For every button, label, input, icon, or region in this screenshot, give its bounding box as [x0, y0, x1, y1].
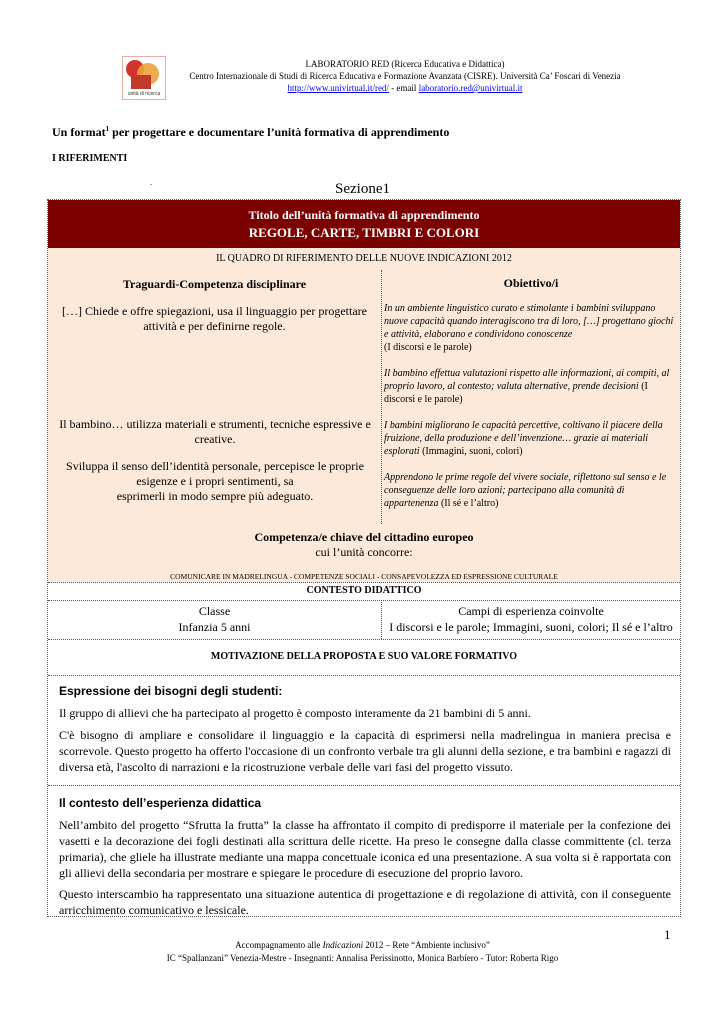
obiettivo-3 [384, 419, 676, 458]
header-line1 [170, 58, 640, 70]
header-line3 [170, 82, 640, 94]
obiettivo-3-text: I bambini migliorano le capacità percettive, coltivano il piacere della fruizione, della produzione e dell’invenzione… grazie ai materiali esplorati [384, 420, 663, 457]
unit-table [47, 199, 681, 917]
quadro-heading: IL QUADRO DI RIFERIMENTO DELLE NUOVE INDICAZIONI 2012 [48, 248, 680, 270]
title-band [48, 200, 680, 248]
sezione-heading: Sezione1 [335, 181, 390, 197]
contesto-paragraph-2: Questo interscambio ha rappresentato una situazione autentica di progettazione e di regolazione di attività, con il conseguente arricchimento comunicativo e lessicale. [59, 887, 671, 917]
traguardo-3-b: esprimerli in modo sempre più adeguato. [116, 489, 314, 503]
competenze-block [48, 524, 680, 582]
email-separator: - email [388, 83, 419, 93]
obiettivo-4-source: (Il sé e l’altro) [438, 498, 499, 509]
section-label: I RIFERIMENTI [52, 153, 128, 164]
dot-marker: . [150, 178, 152, 187]
competenze-sub: cui l’unità concorre: [315, 545, 413, 559]
bisogni-heading: Espressione dei bisogni degli studenti: [59, 684, 283, 698]
obiettivo-2-text: Il bambino effettua valutazioni rispetto alle informazioni, ai compiti, al proprio lavoro, al contesto; valuta alternative, prende decisioni [384, 368, 670, 392]
competenze-heading: Competenza/e chiave del cittadino europeo [254, 530, 474, 544]
lab-email-link[interactable]: laboratorio.red@univirtual.it [418, 83, 523, 93]
obiettivo-1-source: (I discorsi e le parole) [384, 342, 472, 353]
footer-line2: IC “Spallanzani” Venezia-Mestre - Insegnanti: Annalisa Perissinotto, Monica Barbiero - Tutor: Roberta Rigo [166, 953, 559, 963]
obiettivo-3-source: (Immagini, suoni, colori) [419, 446, 523, 457]
obiettivi-column [382, 270, 680, 524]
footnote-ref[interactable]: 1 [105, 125, 110, 133]
obiettivo-2 [384, 367, 676, 406]
page-number: 1 [664, 927, 671, 942]
obiettivo-1 [384, 302, 676, 354]
obiettivo-2-source: (I discorsi e le parole) [384, 381, 648, 405]
competenze-list: COMUNICARE IN MADRELINGUA - COMPETENZE SOCIALI - CONSAPEVOLEZZA ED ESPRESSIONE CULTURALE [170, 572, 558, 581]
footer-line1 [0, 939, 725, 952]
page-header [170, 58, 640, 94]
logo-text: unità di ricerca [127, 91, 161, 97]
classe-cell [48, 601, 381, 639]
classe-heading: Classe [198, 604, 231, 618]
unit-title-label: Titolo dell’unità formativa di apprendimento [248, 208, 480, 222]
bisogni-paragraph-2: C'è bisogno di ampliare e consolidare il linguaggio e la capacità di esprimersi nella madrelingua in maniera precisa e scorrevole. Questo progetto ha offerto l'occasione di un confronto verbale tra gli alunni della sezione, e tra bambini e ragazzi di diversa età, l'ascolto di narrazioni e la ricostruzione verbale delle vari fasi del progetto vissuto. [59, 728, 671, 774]
contesto-paragraph-1: Nell’ambito del progetto “Sfrutta la frutta” la classe ha affrontato il compito di predisporre il materiale per la confezione dei vasetti e la decorazione dei fogli destinati alla scrittura delle ricette. Ha preso le consegne dalla classe committente (cl. terza primaria), che gliele ha illustrate mediante una mappa concettuale iconica ed una presentazione. A sua volta si è rapportata con gli allievi della secondaria per mostrare e spiegare le procedure di esecuzione del proprio lavoro. [59, 818, 671, 880]
motivazione-heading: MOTIVAZIONE DELLA PROPOSTA E SUO VALORE FORMATIVO [210, 651, 518, 662]
obiettivo-1-text: In un ambiente linguistico curato e stimolante i bambini sviluppano nuove capacità quando interagiscono tra di loro, […] progettano giochi e attività, elaborano e condividono conoscenze [384, 303, 674, 340]
page-footer [0, 939, 725, 965]
bisogni-block [59, 684, 671, 775]
contesto-didattico-heading: CONTESTO DIDATTICO [306, 585, 422, 596]
traguardo-2: Il bambino… utilizza materiali e strumenti, tecniche espressive e creative. [59, 417, 371, 446]
lab-subtitle: (Ricerca Educativa e Didattica) [391, 59, 505, 69]
title-rest: per progettare e documentare l’unità formativa di apprendimento [109, 125, 450, 139]
footer-italic: Indicazioni [322, 940, 364, 950]
bisogni-paragraph-1: Il gruppo di allievi che ha partecipato al progetto è composto interamente da 21 bambini di 5 anni. [59, 706, 531, 720]
lab-name: LABORATORIO RED [305, 59, 390, 69]
traguardi-column [48, 270, 381, 524]
campi-cell [382, 601, 680, 639]
header-line2: Centro Internazionale di Studi di Ricerca Educativa e Formazione Avanzata (CISRE). Università Ca’ Foscari di Venezia [189, 71, 621, 81]
title-text: Un format [52, 125, 106, 139]
obiettivo-4 [384, 471, 676, 510]
classe-value: Infanzia 5 anni [178, 620, 251, 634]
contesto-esperienza-block [59, 796, 671, 918]
traguardo-1: […] Chiede e offre spiegazioni, usa il linguaggio per progettare attività e per definirne regole. [61, 304, 367, 333]
lab-red-logo [122, 56, 166, 100]
obiettivi-heading: Obiettivo/i [503, 276, 559, 290]
unit-title-value: REGOLE, CARTE, TIMBRI E COLORI [248, 225, 480, 240]
obiettivo-4-a: Apprendono le prime regole del vivere sociale, riflettono sul senso e le [384, 472, 667, 483]
campi-heading: Campi di esperienza coinvolte [458, 604, 604, 618]
traguardo-3-a: Sviluppa il senso dell’identità personale, percepisce le proprie esigenze e i propri sentimenti, sa [66, 459, 364, 488]
traguardo-3 [56, 459, 374, 504]
lab-url-link[interactable]: http://www.univirtual.it/red/ [287, 83, 389, 93]
obiettivo-4-b: conseguenze delle loro azioni; partecipano alla comunità di appartenenza [384, 485, 625, 509]
traguardi-heading: Traguardi-Competenza disciplinare [122, 277, 307, 291]
contesto-esperienza-heading: Il contesto dell’esperienza didattica [59, 796, 262, 810]
document-title [52, 125, 449, 140]
campi-value: I discorsi e le parole; Immagini, suoni, colori; Il sé e l’altro [389, 620, 673, 634]
footer-pre: Accompagnamento alle [235, 940, 323, 950]
footer-post: 2012 – Rete “Ambiente inclusivo” [363, 940, 490, 950]
